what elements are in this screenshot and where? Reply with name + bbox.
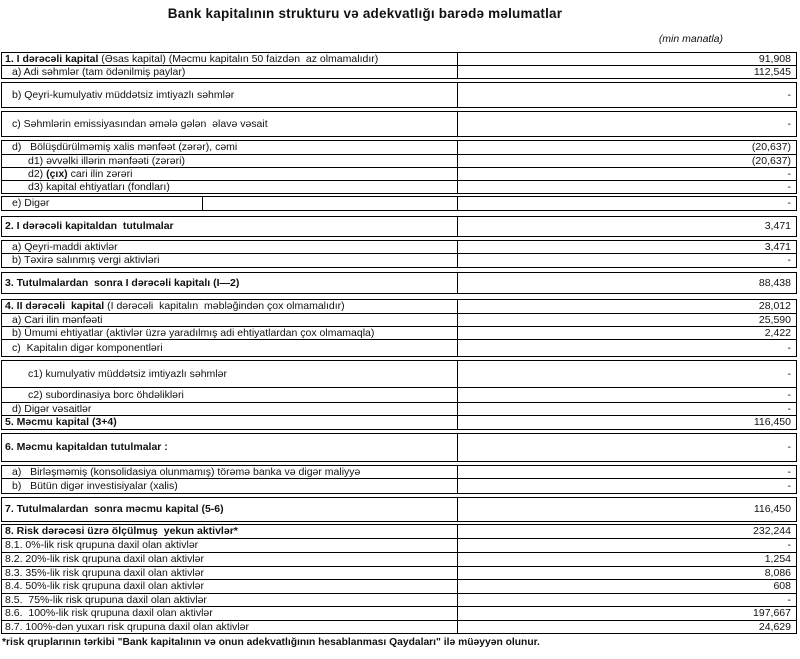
row-value: - [787,441,791,453]
row-value: 2,422 [764,326,791,339]
row-label: 5. Məcmu kapital (3+4) [2,416,458,429]
row-label: 8.3. 35%-lik risk qrupuna daxil olan aktivlər [2,567,458,579]
row-label: 2. I dərəcəli kapitaldan tutulmalar [2,217,458,236]
row-label: d3) kapital ehtiyatları (fondları) [2,181,458,193]
row-label: 3. Tutulmalardan sonra I dərəcəli kapitalı (I—2) [2,273,458,293]
row-label: c) Səhmlərin emissiyasından əmələ gələn əlavə vəsait [2,112,458,136]
row-value: - [787,180,791,193]
row-value: 28,012 [758,300,791,312]
row-label: d1) əvvəlki illərin mənfəəti (zərəri) [2,155,458,167]
table-row [1,465,797,479]
table-row [1,82,797,108]
row-label: a) Cari ilin mənfəəti [2,314,458,326]
row-label: 6. Məcmu kapitaldan tutulmalar : [2,434,458,461]
row-label: d2) (çıx) cari ilin zərəri [2,168,458,180]
row-value: 1,254 [764,553,791,565]
table-row [1,65,797,79]
row-label: b) Qeyri-kumulyativ müddətsiz imtiyazlı səhmlər [2,83,458,107]
table-row [1,538,797,553]
row-value: 116,450 [753,503,791,515]
table-row [1,299,797,314]
table-row [1,497,797,522]
row-label: b) Təxirə salınmış vergi aktivləri [2,254,458,267]
table-row [1,216,797,237]
table-row [1,52,797,66]
row-label: b) Ümumi ehtiyatlar (aktivlər üzrə yaradılmış adi ehtiyatlardan çox olmamaqla) [2,327,458,339]
row-label: d) Bölüşdürülməmiş xalis mənfəət (zərər), cəmi [2,141,458,154]
row-value: 3,471 [764,240,791,253]
table-row [1,593,797,607]
row-value: - [787,593,791,606]
table-row [1,415,797,430]
row-label: 8.6. 100%-lik risk qrupuna daxil olan aktivlər [2,607,458,620]
row-value: 116,450 [753,416,791,428]
row-label: d) Digər vəsaitlər [2,403,458,415]
row-value: - [787,167,791,180]
row-value: - [787,117,791,130]
row-value: - [787,197,791,209]
row-value: - [787,388,791,401]
row-value: - [787,254,791,266]
table-row [1,552,797,567]
row-label: c1) kumulyativ müddətsiz imtiyazlı səhmlər [2,361,458,387]
capital-structure-table [1,52,797,634]
table-row [1,478,797,494]
row-label: b) Bütün digər investisiyalar (xalis) [2,479,458,493]
row-value: - [787,341,791,354]
row-value: 197,667 [753,607,791,619]
risk-groups-footnote: *risk qruplarının tərkibi "Bank kapitalının və onun adekvatlığının hesablanması Qaydaları" ilə müəyyən olunur. [2,637,540,648]
row-value: - [787,465,791,478]
row-value: 24,629 [758,620,791,633]
row-value: 3,471 [764,220,791,232]
table-row [1,326,797,340]
table-row [1,360,797,388]
row-label: 8.1. 0%-lik risk qrupuna daxil olan aktivlər [2,539,458,552]
row-label: 1. I dərəcəli kapital (Əsas kapital) (Məcmu kapitalın 50 faizdən az olmamalıdır) [2,53,458,65]
table-row [1,196,797,211]
table-row [1,524,797,539]
table-row [1,167,797,181]
table-row [1,180,797,194]
table-row [1,240,797,254]
row-label: 8.4. 50%-lik risk qrupuna daxil olan aktivlər [2,580,458,593]
row-label: c2) subordinasiya borc öhdəlikləri [2,388,458,402]
table-row [1,154,797,168]
row-label: a) Birləşməmiş (konsolidasiya olunmamış) törəmə banka və digər maliyyə [2,466,458,478]
row-label: 8.2. 20%-lik risk qrupuna daxil olan aktivlər [2,553,458,566]
page-title: Bank kapitalının strukturu və adekvatlığı barədə məlumatlar [167,6,563,21]
table-row [1,272,797,294]
row-value: - [787,367,791,380]
table-row [1,253,797,268]
table-row [1,402,797,416]
row-value: - [787,539,791,551]
table-row [1,111,797,137]
table-row [1,620,797,634]
table-row [1,140,797,155]
table-row [1,387,797,403]
row-value: - [787,88,791,101]
table-row [1,566,797,580]
row-value: 112,545 [753,65,791,78]
row-label: 8.5. 75%-lik risk qrupuna daxil olan aktivlər [2,594,458,606]
row-value: 608 [773,580,791,592]
row-label: 8.7. 100%-dən yuxarı risk qrupuna daxil olan aktivlər [2,621,458,633]
row-value: - [787,479,791,492]
unit-note: (min manatla) [658,33,723,45]
row-value: 88,438 [758,276,791,289]
table-row [1,313,797,327]
row-label: a) Adi səhmlər (tam ödənilmiş paylar) [2,66,458,78]
table-row [1,579,797,594]
row-value: - [787,402,791,415]
row-label: e) Digər [2,197,458,210]
row-label: 8. Risk dərəcəsi üzrə ölçülmuş yekun aktivlər* [2,525,458,538]
row-value: (20,637) [751,141,791,153]
table-row [1,433,797,462]
row-value: 232,244 [753,525,791,537]
row-label: a) Qeyri-maddi aktivlər [2,241,458,253]
row-value: (20,637) [751,154,791,167]
row-value: 25,590 [758,313,791,326]
row-label: 4. II dərəcəli kapital (I dərəcəli kapitalın məbləğindən çox olmamalıdır) [2,300,458,313]
row-value: 91,908 [758,52,791,65]
row-label: 7. Tutulmalardan sonra məcmu kapital (5-6) [2,498,458,521]
row-label: c) Kapitalın digər komponentləri [2,340,458,356]
table-row [1,339,797,357]
table-row [1,606,797,621]
row-value: 8,086 [764,566,791,579]
